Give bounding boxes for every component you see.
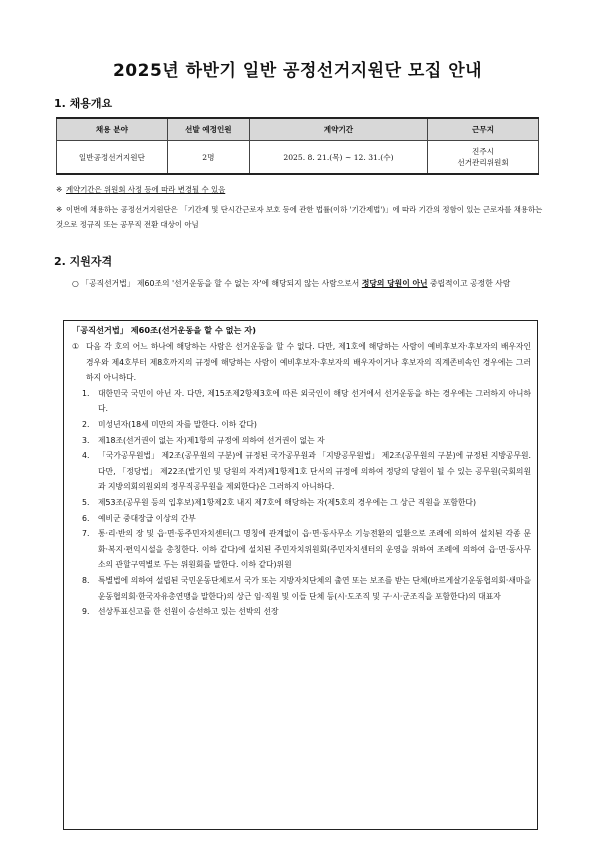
qualification-intro <box>72 275 542 292</box>
law-paragraph <box>64 339 539 386</box>
intro-emphasis: 정당의 당원이 아닌 <box>361 279 428 288</box>
law-title: 「공직선거법」 제60조(선거운동을 할 수 없는 자) <box>72 325 256 335</box>
section-heading-qualification: 2. 지원자격 <box>54 255 113 268</box>
item-number: 1. <box>82 388 90 398</box>
paragraph-number: ① <box>72 342 79 351</box>
item-text: 제53조(공무원 등의 입후보)제1항제2호 내지 제7호에 해당하는 자(제5호의 경우에는 그 상근 직원을 포함한다) <box>98 497 476 507</box>
header-field: 채용 분야 <box>57 118 168 141</box>
item-number: 7. <box>82 529 90 539</box>
law-body <box>64 339 539 620</box>
note-symbol: ※ <box>56 205 63 214</box>
note-contract-period <box>56 182 544 197</box>
cell-field: 일반공정선거지원단 <box>57 141 168 175</box>
recruitment-table <box>56 117 539 175</box>
cell-period: 2025. 8. 21.(목) ~ 12. 31.(수) <box>249 141 427 175</box>
law-item-list <box>64 386 539 620</box>
note-text: 계약기간은 위원회 사정 등에 따라 변경될 수 있음 <box>66 185 226 194</box>
item-text: 선상투표신고를 한 선원이 승선하고 있는 선박의 선장 <box>98 607 279 617</box>
list-item <box>64 511 539 527</box>
header-period: 계약기간 <box>249 118 427 141</box>
item-text: 「국가공무원법」 제2조(공무원의 구분)에 규정된 국가공무원과 「지방공무원법」 제2조(공무원의 구분)에 규정된 지방공무원. 다만, 「정당법」 제22조(발기인 및 당원의 자격)제1항제1호 단서의 규정에 의하여 정당의 당원이 될 수 있는 공무원(국회의원과 지방의회의원외의 정무직공무원을 제외한다)은 그러하지 아니하다. <box>98 451 531 492</box>
list-item <box>64 604 539 620</box>
cell-workplace <box>428 141 539 175</box>
item-number: 8. <box>82 575 90 585</box>
item-number: 6. <box>82 513 90 523</box>
item-text: 통·리·반의 장 및 읍·면·동주민자치센터(그 명칭에 관계없이 읍·면·동사무소 기능전환의 일환으로 조례에 의하여 설치된 각종 문화·복지·편익시설을 총칭한다. 이하 같다)에 설치된 주민자치위원회(주민자치센터의 운영을 위하여 조례에 의하여 읍·면·동사무소의 관할구역별로 두는 위원회를 말한다. 이하 같다)위원 <box>98 529 531 570</box>
header-count: 선발 예정인원 <box>167 118 249 141</box>
table-header-row <box>57 118 539 141</box>
list-item <box>64 448 539 495</box>
workplace-city: 진주시 <box>472 147 495 156</box>
paragraph-text: 다음 각 호의 어느 하나에 해당하는 사람은 선거운동을 할 수 없다. 다만, 제1호에 해당하는 사람이 예비후보자·후보자의 배우자인 경우와 제4호부터 제8호까지의 규정에 해당하는 사람이 예비후보자·후보자의 배우자이거나 후보자의 직계존비속인 경우에는 그러하지 아니하다. <box>86 342 531 383</box>
section-heading-recruitment: 1. 채용개요 <box>54 97 113 110</box>
note-fixed-term <box>56 202 544 232</box>
list-item <box>64 386 539 417</box>
list-item <box>64 433 539 449</box>
intro-prefix: ○ 「공직선거법」 제60조의 '선거운동을 할 수 없는 자'에 해당되지 않는 사람으로서 <box>72 279 362 288</box>
workplace-office: 선거관리위원회 <box>457 158 509 167</box>
list-item <box>64 526 539 573</box>
item-text: 예비군 중대장급 이상의 간부 <box>98 513 196 523</box>
law-excerpt-box <box>63 320 538 830</box>
item-text: 제18조(선거권이 없는 자)제1항의 규정에 의하여 선거권이 없는 자 <box>98 435 325 445</box>
list-item <box>64 417 539 433</box>
intro-suffix: 중립적이고 공정한 사람 <box>427 279 511 288</box>
table-row <box>57 141 539 175</box>
note-symbol: ※ <box>56 185 63 194</box>
list-item <box>64 495 539 511</box>
note-text: 이번에 채용하는 공정선거지원단은 「기간제 및 단시간근로자 보호 등에 관한 법률(이하 '기간제법')」에 따라 기간의 정함이 있는 근로자를 채용하는 것으로 정규직 또는 공무직 전환 대상이 아님 <box>56 205 543 229</box>
item-number: 2. <box>82 419 90 429</box>
cell-count: 2명 <box>167 141 249 175</box>
item-text: 특별법에 의하여 설립된 국민운동단체로서 국가 또는 지방자치단체의 출연 또는 보조를 받는 단체(바르게살기운동협의회·새마을운동협의회·한국자유총연맹을 말한다)의 상근 임·직원 및 이들 단체 등(시·도조직 및 구·시·군조직을 포함한다)의 대표자 <box>98 575 531 601</box>
item-text: 미성년자(18세 미만의 자를 말한다. 이하 같다) <box>98 419 257 429</box>
list-item <box>64 573 539 604</box>
item-text: 대한민국 국민이 아닌 자. 다만, 제15조제2항제3호에 따른 외국인이 해당 선거에서 선거운동을 하는 경우에는 그러하지 아니하다. <box>98 388 531 414</box>
item-number: 9. <box>82 607 90 617</box>
item-number: 5. <box>82 497 90 507</box>
item-number: 4. <box>82 451 90 461</box>
page-title: 2025년 하반기 일반 공정선거지원단 모집 안내 <box>112 61 483 81</box>
header-workplace: 근무지 <box>428 118 539 141</box>
item-number: 3. <box>82 435 90 445</box>
